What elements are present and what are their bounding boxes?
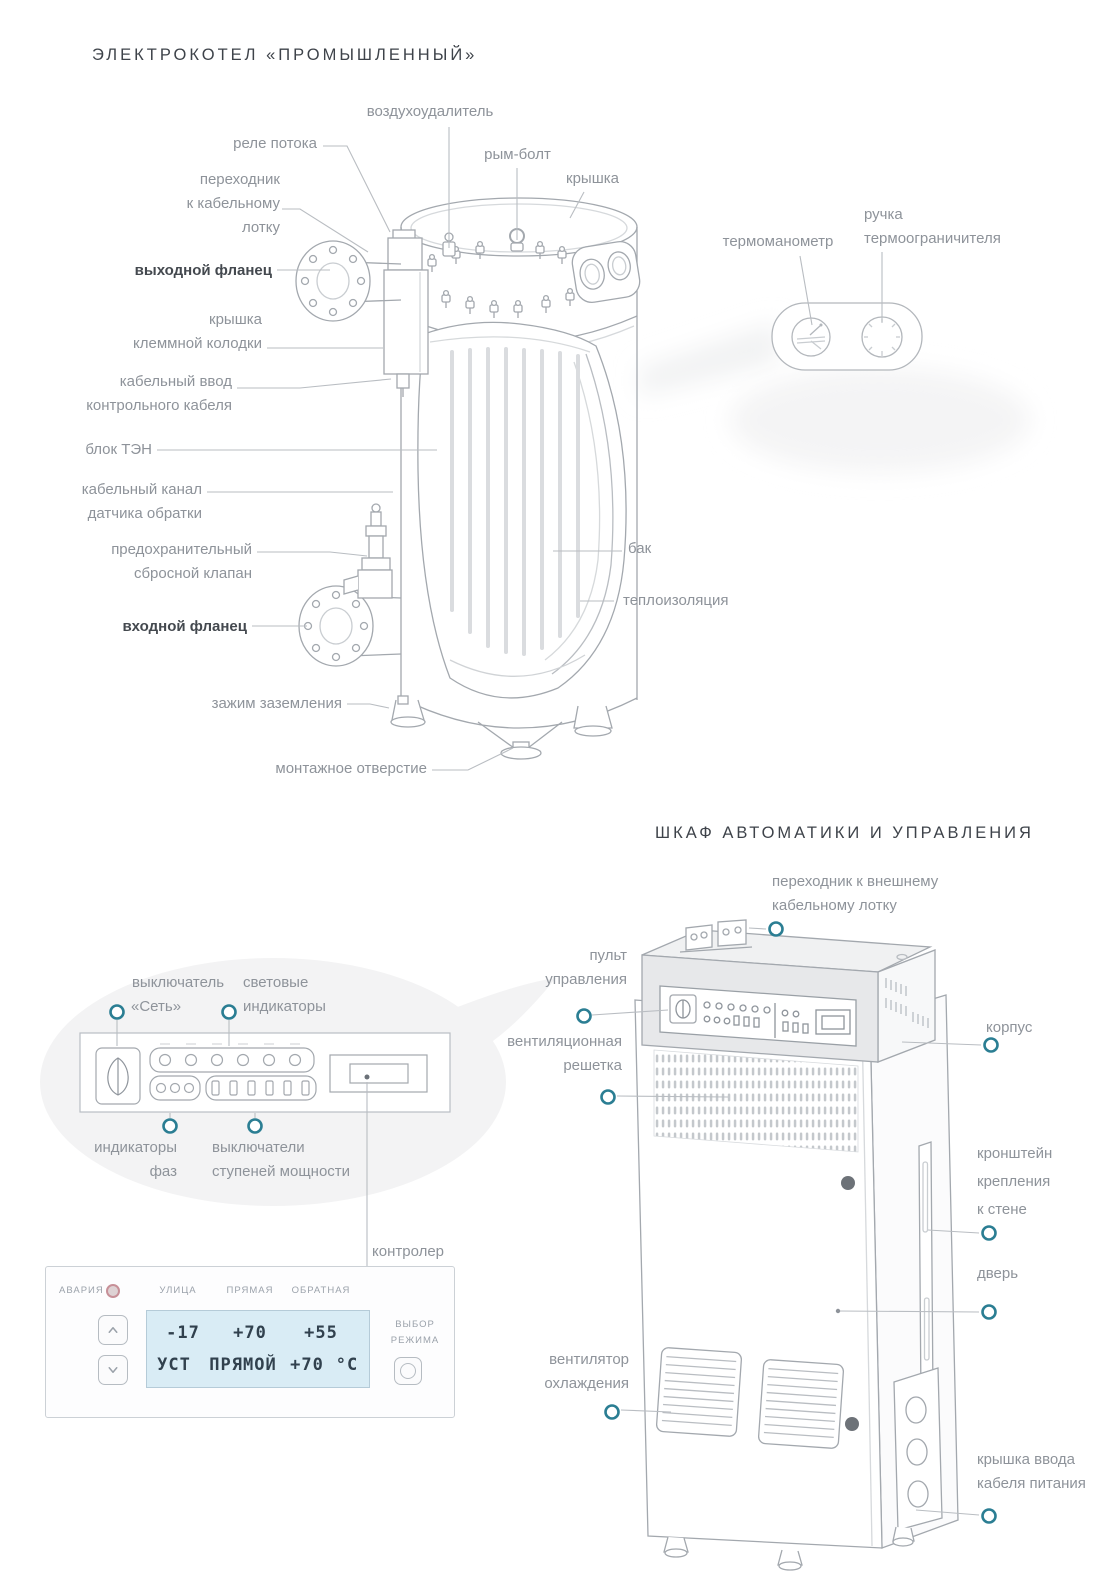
label-insulation: теплоизоляция [623, 592, 729, 609]
down-button[interactable] [98, 1355, 128, 1385]
lcd-set-label: УСТ [157, 1355, 191, 1375]
mode-select-button[interactable] [394, 1357, 422, 1385]
vent-grille [654, 1050, 858, 1152]
junction-box [384, 230, 428, 397]
label-output-flange: выходной фланец [134, 262, 272, 279]
cable-entry-cover [894, 1368, 942, 1530]
cooling-vent [758, 1359, 844, 1448]
thermo-detail [772, 303, 922, 370]
label-cable-channel: кабельный канал датчика обратки [81, 481, 202, 522]
label-mount-hole: монтажное отверстие [275, 760, 427, 777]
label-net-switch-line2: «Сеть» [131, 998, 182, 1015]
label-thermo-gauge: термоманометр [722, 233, 834, 250]
cabinet-title: ШКАФ АВТОМАТИКИ И УПРАВЛЕНИЯ [655, 824, 1034, 842]
label-cable-entry: кабельный ввод контрольного кабеля [86, 373, 232, 414]
mode-label-line1: ВЫБОР [395, 1319, 435, 1330]
alarm-led-icon [106, 1284, 120, 1298]
mode-button-icon [400, 1363, 416, 1379]
label-fan: вентилятор охлаждения [544, 1351, 629, 1392]
cabinet-drawing [635, 920, 958, 1570]
label-controller: контролер [372, 1243, 445, 1260]
alarm-label: АВАРИЯ [59, 1285, 104, 1296]
controller-panel [45, 1266, 455, 1418]
wall-bracket [919, 1142, 933, 1402]
door-anchor-dot [836, 1309, 840, 1313]
label-indicators: световые индикаторы [243, 974, 326, 1015]
label-limiter-knob: ручка термоограничителя [864, 206, 1001, 247]
cooling-vent [656, 1347, 742, 1436]
lcd-unit: °C [335, 1355, 359, 1375]
label-tank: бак [628, 540, 652, 557]
label-input-flange: входной фланец [122, 618, 247, 635]
label-phases: индикаторы фаз [94, 1139, 177, 1180]
up-button[interactable] [98, 1315, 128, 1345]
label-net-switch-line1: выключатель [131, 974, 225, 991]
column-return: ОБРАТНАЯ [291, 1285, 351, 1296]
lcd-display [146, 1310, 370, 1388]
door-knob [841, 1176, 855, 1190]
label-steps: выключатели ступеней мощности [212, 1139, 351, 1180]
door-knob [845, 1417, 859, 1431]
lcd-street-value: -17 [166, 1323, 200, 1343]
chevron-down-icon [104, 1361, 122, 1379]
label-terminal-cover: крышка клеммной колодки [133, 311, 262, 352]
column-street: УЛИЦА [159, 1285, 197, 1296]
label-lid: крышка [566, 170, 619, 187]
label-relief-valve: предохранительный сбросной клапан [111, 541, 252, 582]
label-ground-clamp: зажим заземления [211, 695, 342, 712]
label-wall-bracket: кронштейн крепления к стене [977, 1145, 1053, 1218]
label-tray-adapter: переходник к кабельному лотку [186, 171, 280, 236]
label-ext-tray: переходник к внешнему кабельному лотку [772, 873, 939, 914]
label-vent-grille: вентиляционная решетка [507, 1033, 622, 1074]
label-body: корпус [986, 1019, 1033, 1036]
relief-valve-icon [344, 504, 392, 598]
label-control-panel: пульт управления [545, 947, 627, 988]
thermo-ports [570, 239, 642, 304]
boiler-drawing [296, 198, 1030, 759]
label-door: дверь [977, 1265, 1019, 1282]
column-direct: ПРЯМАЯ [226, 1285, 274, 1296]
lcd-set-value: +70 [290, 1355, 324, 1375]
label-heater-block: блок ТЭН [85, 441, 152, 458]
mode-label-line2: РЕЖИМА [390, 1335, 440, 1346]
lcd-direct-value: +70 [233, 1323, 267, 1343]
boiler-title: ЭЛЕКТРОКОТЕЛ «ПРОМЫШЛЕННЫЙ» [92, 46, 478, 64]
label-air-vent: воздухоудалитель [366, 103, 494, 120]
label-cable-cover: крышка ввода кабеля питания [977, 1451, 1086, 1492]
lcd-mode-value: ПРЯМОЙ [209, 1355, 277, 1375]
lcd-return-value: +55 [304, 1323, 338, 1343]
label-flow-relay: реле потока [233, 135, 317, 152]
label-eye-bolt: рым-болт [484, 146, 551, 163]
chevron-up-icon [104, 1321, 122, 1339]
